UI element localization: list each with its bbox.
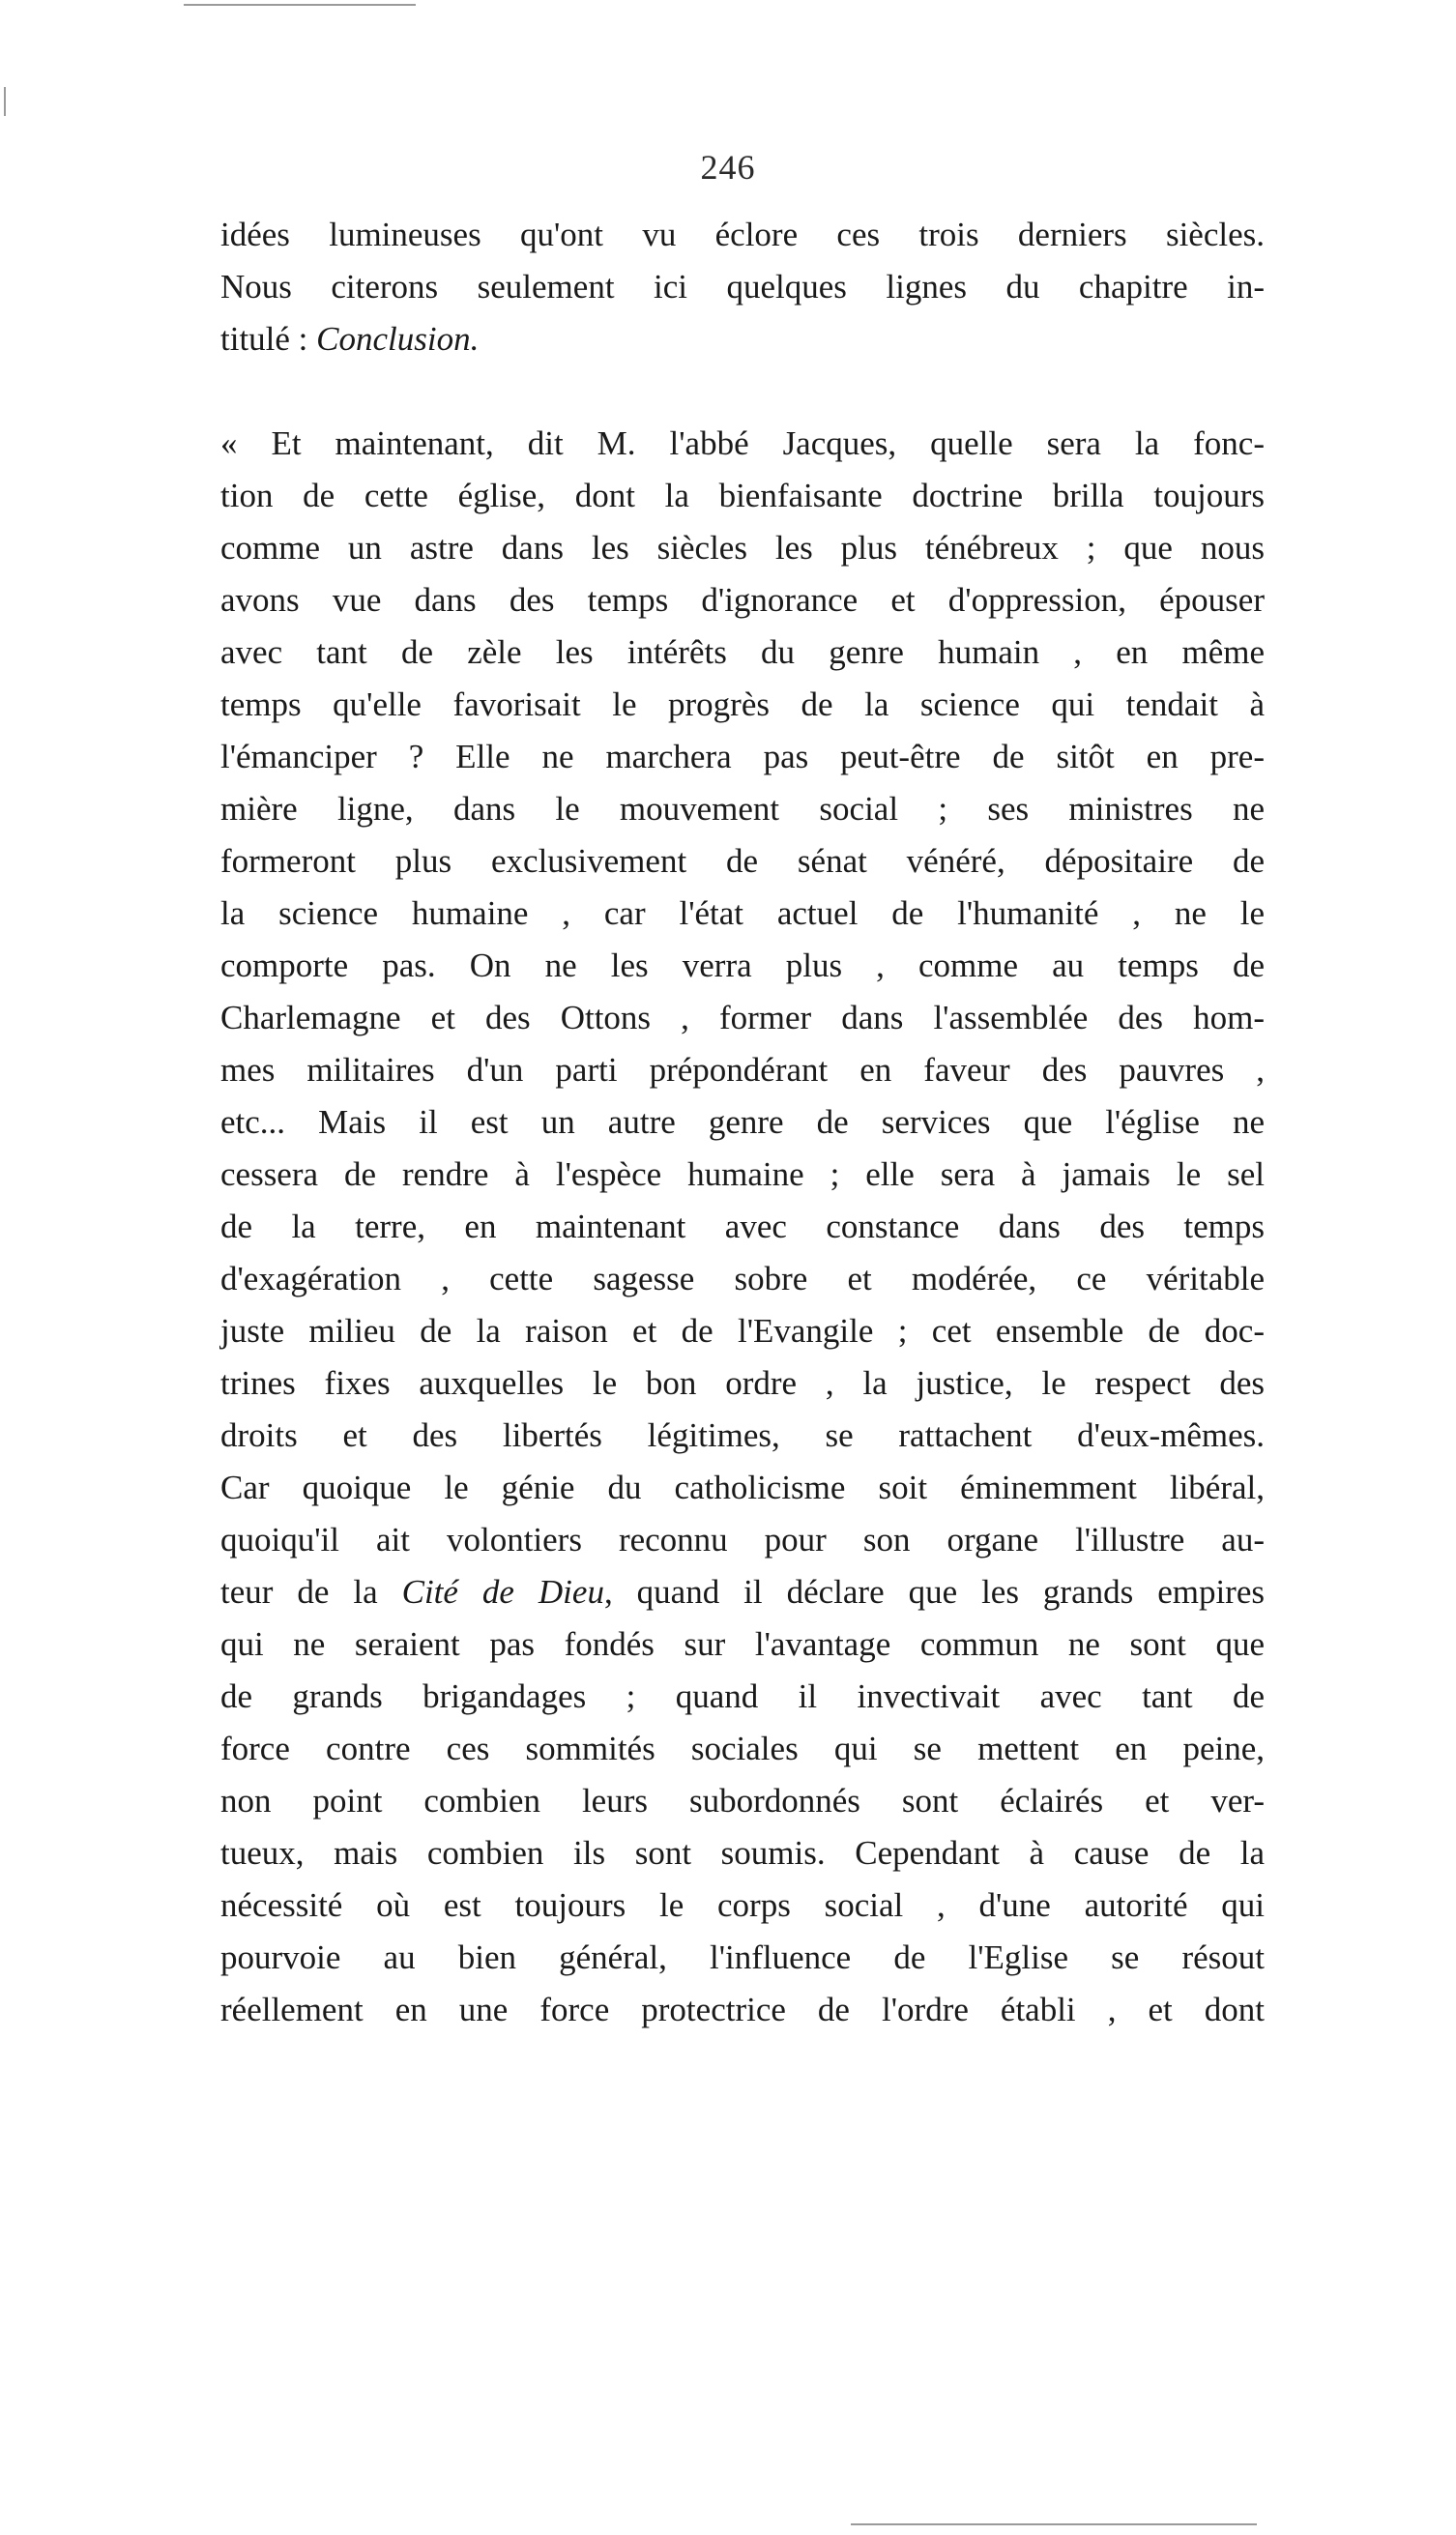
text-line: nécessité où est toujours le corps social , d'une autorité qui	[220, 1886, 1265, 1924]
text-line: formeront plus exclusivement de sénat vénéré, dépositaire de	[220, 842, 1265, 880]
text-line: d'exagération , cette sagesse sobre et modérée, ce véritable	[220, 1260, 1265, 1297]
text-line: temps qu'elle favorisait le progrès de la science qui tendait à	[220, 685, 1265, 723]
text-line-prefix: titulé :	[220, 320, 317, 358]
text-line: cessera de rendre à l'espèce humaine ; elle sera à jamais le sel	[220, 1155, 1265, 1193]
text-line: qui ne seraient pas fondés sur l'avantage commun ne sont que	[220, 1625, 1265, 1663]
text-line: la science humaine , car l'état actuel de l'humanité , ne le	[220, 894, 1265, 932]
scan-artifact-top	[184, 4, 416, 6]
text-line: comme un astre dans les siècles les plus ténébreux ; que nous	[220, 529, 1265, 567]
text-line: idées lumineuses qu'ont vu éclore ces trois derniers siècles.	[220, 216, 1265, 253]
text-line: force contre ces sommités sociales qui se mettent en peine,	[220, 1730, 1265, 1767]
text-line: tueux, mais combien ils sont soumis. Cependant à cause de la	[220, 1834, 1265, 1872]
scan-artifact-left-edge	[4, 87, 6, 116]
text-line: avec tant de zèle les intérêts du genre humain , en même	[220, 633, 1265, 671]
text-line: comporte pas. On ne les verra plus , comme au temps de	[220, 947, 1265, 984]
text-line: mes militaires d'un parti prépondérant en faveur des pauvres ,	[220, 1051, 1265, 1089]
text-line	[220, 313, 1265, 365]
text-line: réellement en une force protectrice de l'ordre établi , et dont	[220, 1991, 1265, 2028]
text-line: l'émanciper ? Elle ne marchera pas peut-être de sitôt en pre-	[220, 738, 1265, 775]
scan-artifact-bottom	[851, 2523, 1257, 2525]
italic-title: Conclusion.	[316, 320, 480, 358]
text-line: etc... Mais il est un autre genre de services que l'église ne	[220, 1103, 1265, 1141]
text-line: non point combien leurs subordonnés sont éclairés et ver-	[220, 1782, 1265, 1820]
text-line: Charlemagne et des Ottons , former dans l'assemblée des hom-	[220, 999, 1265, 1036]
paragraph-2	[220, 418, 1265, 2036]
text-line: quoiqu'il ait volontiers reconnu pour son organe l'illustre au-	[220, 1521, 1265, 1559]
text-line-prefix: teur de la	[220, 1573, 402, 1611]
text-line: « Et maintenant, dit M. l'abbé Jacques, quelle sera la fonc-	[220, 424, 1265, 462]
text-line: tion de cette église, dont la bienfaisante doctrine brilla toujours	[220, 477, 1265, 514]
text-line	[220, 1566, 1265, 1618]
text-line: pourvoie au bien général, l'influence de l'Eglise se résout	[220, 1938, 1265, 1976]
text-line: droits et des libertés légitimes, se rattachent d'eux-mêmes.	[220, 1416, 1265, 1454]
text-line: Car quoique le génie du catholicisme soit éminemment libéral,	[220, 1469, 1265, 1506]
text-line: juste milieu de la raison et de l'Evangile ; cet ensemble de doc-	[220, 1312, 1265, 1350]
page-number: 246	[700, 148, 756, 187]
text-line-suffix: , quand il déclare que les grands empires	[603, 1573, 1265, 1611]
text-line: trines fixes auxquelles le bon ordre , la justice, le respect des	[220, 1364, 1265, 1402]
paragraph-1	[220, 209, 1265, 365]
text-line: Nous citerons seulement ici quelques lignes du chapitre in-	[220, 268, 1265, 306]
text-line: de grands brigandages ; quand il invectivait avec tant de	[220, 1677, 1265, 1715]
text-line: avons vue dans des temps d'ignorance et d'oppression, épouser	[220, 581, 1265, 619]
italic-title: Cité de Dieu	[401, 1573, 604, 1611]
text-line: mière ligne, dans le mouvement social ; ses ministres ne	[220, 790, 1265, 828]
text-line: de la terre, en maintenant avec constance dans des temps	[220, 1208, 1265, 1245]
